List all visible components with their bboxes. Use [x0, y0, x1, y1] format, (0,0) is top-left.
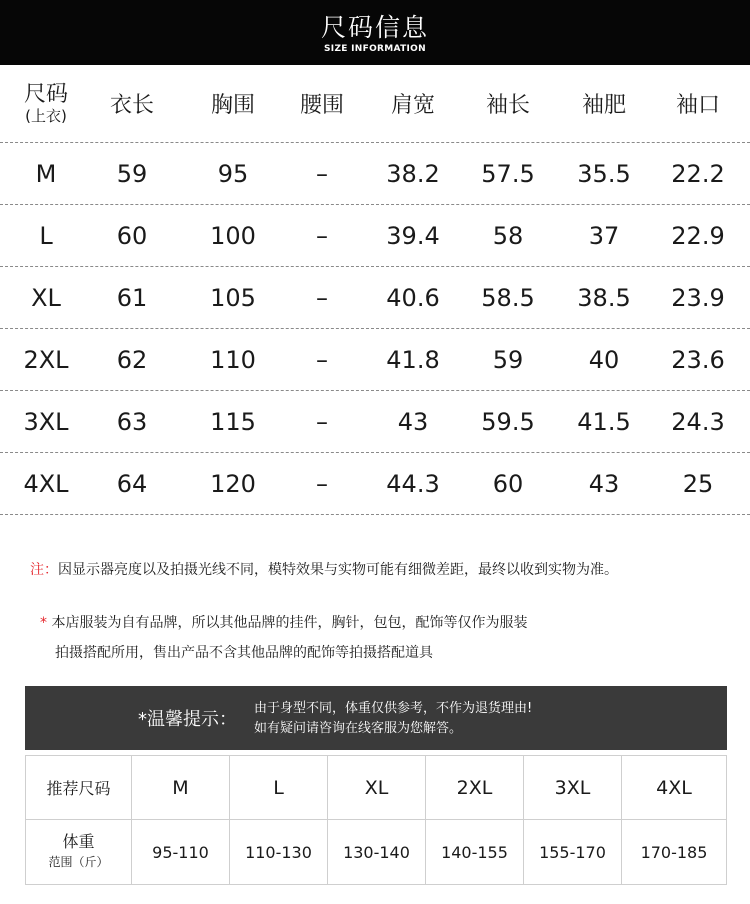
display-note	[30, 559, 618, 579]
weight-range: 95-110	[132, 820, 230, 884]
measurement-cell: 23.6	[671, 345, 725, 374]
measurement-cell: 58.5	[481, 283, 535, 312]
column-header: 袖长	[485, 93, 530, 118]
measurement-cell: 64	[116, 469, 148, 498]
measurement-cell: 37	[588, 221, 620, 250]
measurement-cell: 61	[116, 283, 148, 312]
measurement-cell: 59	[492, 345, 524, 374]
page-subtitle: SIZE INFORMATION	[324, 44, 426, 54]
note-prefix: 注：	[30, 562, 58, 578]
measurement-cell: –	[316, 345, 328, 374]
tip-message	[254, 699, 532, 739]
measurement-cell: 59	[116, 159, 148, 188]
brand-note-line2: 拍摄搭配所用，售出产品不含其他品牌的配饰等拍摄搭配道具	[55, 645, 433, 661]
measurement-cell: 39.4	[386, 221, 440, 250]
size-table-row	[0, 391, 750, 453]
weight-label-sub: 范围（斤）	[48, 855, 109, 869]
size-cell: L	[39, 221, 53, 250]
recommend-size: XL	[328, 756, 426, 819]
column-header: 袖口	[675, 93, 720, 118]
column-header: 衣长	[109, 93, 154, 118]
measurement-cell: –	[316, 469, 328, 498]
weight-range: 155-170	[524, 820, 622, 884]
measurement-cell: 100	[210, 221, 256, 250]
measurement-cell: 120	[210, 469, 256, 498]
measurement-cell: 57.5	[481, 159, 535, 188]
size-table-row	[0, 205, 750, 267]
note-star: *	[40, 615, 47, 631]
tip-label: *温馨提示：	[138, 709, 237, 730]
recommend-table	[25, 755, 727, 885]
size-table-header-row	[0, 65, 750, 143]
measurement-cell: –	[316, 407, 328, 436]
measurement-cell: 62	[116, 345, 148, 374]
column-header: 袖肥	[581, 93, 626, 118]
measurement-cell: 115	[210, 407, 256, 436]
column-header: 胸围	[210, 93, 255, 118]
measurement-cell: 41.8	[386, 345, 440, 374]
size-table-row	[0, 453, 750, 515]
measurement-cell: 23.9	[671, 283, 725, 312]
measurement-cell: –	[316, 159, 328, 188]
measurement-cell: 40	[588, 345, 620, 374]
size-header-sub: (上衣)	[25, 106, 67, 125]
measurement-cell: 40.6	[386, 283, 440, 312]
measurement-cell: –	[316, 221, 328, 250]
measurement-cell: 35.5	[577, 159, 631, 188]
weight-range: 140-155	[426, 820, 524, 884]
recommend-size-row	[26, 756, 726, 820]
measurement-cell: 95	[217, 159, 249, 188]
measurement-cell: 60	[492, 469, 524, 498]
size-cell: 2XL	[23, 345, 69, 374]
recommend-size: 3XL	[524, 756, 622, 819]
measurement-cell: 43	[588, 469, 620, 498]
measurement-cell: 58	[492, 221, 524, 250]
weight-range: 110-130	[230, 820, 328, 884]
size-table-row	[0, 329, 750, 391]
measurement-cell: 38.2	[386, 159, 440, 188]
tip-line1: 由于身型不同，体重仅供参考，不作为退货理由!	[254, 701, 533, 716]
weight-range: 170-185	[640, 842, 708, 862]
measurement-cell: 60	[116, 221, 148, 250]
tip-line2: 如有疑问请咨询在线客服为您解答。	[254, 721, 463, 736]
size-cell: 3XL	[23, 407, 69, 436]
recommend-size: 2XL	[426, 756, 524, 819]
size-cell: 4XL	[23, 469, 69, 498]
measurement-cell: 44.3	[386, 469, 440, 498]
recommend-weight-row	[26, 820, 726, 884]
size-header-label: 尺码	[23, 81, 68, 107]
size-cell: XL	[31, 283, 61, 312]
measurement-cell: 41.5	[577, 407, 631, 436]
size-table-row	[0, 267, 750, 329]
page-title: 尺码信息	[320, 13, 429, 42]
measurement-cell: –	[316, 283, 328, 312]
column-header: 肩宽	[390, 93, 435, 118]
recommend-size: L	[230, 756, 328, 819]
measurement-cell: 43	[397, 407, 429, 436]
measurement-cell: 105	[210, 283, 256, 312]
recommend-size: 4XL	[656, 776, 692, 799]
brand-note	[40, 608, 527, 668]
measurement-cell: 25	[682, 469, 714, 498]
measurement-cell: 24.3	[671, 407, 725, 436]
weight-range: 130-140	[328, 820, 426, 884]
measurement-cell: 63	[116, 407, 148, 436]
column-header: 腰围	[299, 93, 344, 118]
header-banner	[0, 0, 750, 65]
recommend-size: M	[132, 756, 230, 819]
size-column-header	[6, 65, 86, 142]
note-text: 因显示器亮度以及拍摄光线不同，模特效果与实物可能有细微差距，最终以收到实物为准。	[58, 562, 618, 578]
measurement-cell: 38.5	[577, 283, 631, 312]
size-cell: M	[35, 159, 57, 188]
weight-label	[26, 820, 132, 884]
measurement-cell: 110	[210, 345, 256, 374]
measurement-cell: 22.9	[671, 221, 725, 250]
tip-banner	[25, 686, 727, 750]
brand-note-line1: 本店服装为自有品牌，所以其他品牌的挂件，胸针，包包，配饰等仅作为服装	[51, 615, 528, 631]
measurement-cell: 22.2	[671, 159, 725, 188]
weight-label-main: 体重	[62, 832, 95, 851]
measurement-cell: 59.5	[481, 407, 535, 436]
recommend-label: 推荐尺码	[26, 756, 132, 819]
size-table-row	[0, 143, 750, 205]
